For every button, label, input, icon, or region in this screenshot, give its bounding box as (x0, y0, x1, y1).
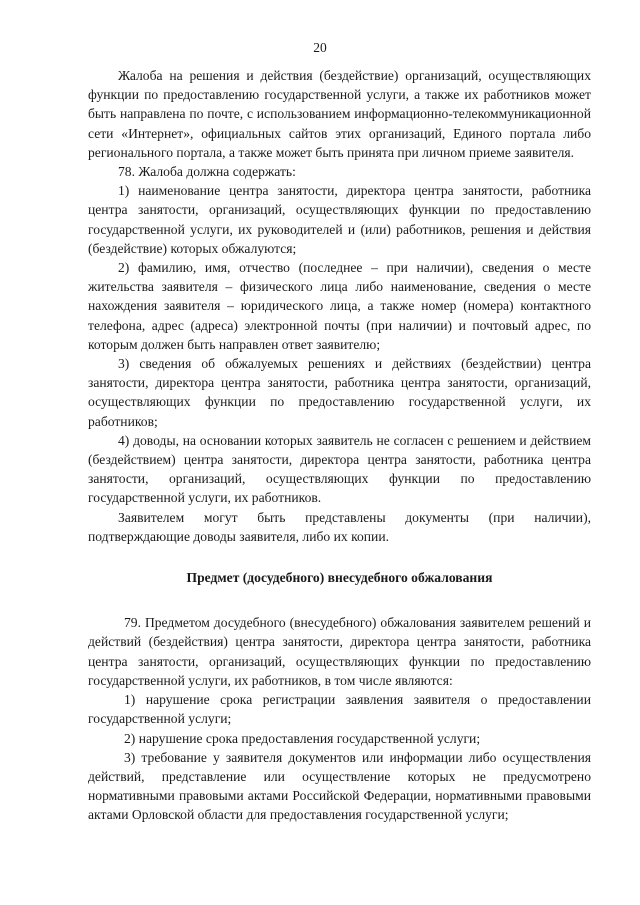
paragraph-79-item-2: 2) нарушение срока предоставления государственной услуги; (124, 730, 481, 746)
paragraph-78-item-4: 4) доводы, на основании которых заявитель не согласен с решением и действием (бездействием) центра занятости, директора центра занятости, работника центра занятости, организаций, осуществляющих функции по предоставлению государственной услуги, их работников. (88, 432, 591, 506)
page-number: 20 (313, 40, 327, 55)
paragraph-78-item-2: 2) фамилию, имя, отчество (последнее – при наличии), сведения о месте жительства заявителя – физического лица либо наименование, сведения о месте нахождения заявителя – юридического лица, а также номер (номера) контактного телефона, адрес (адреса) электронной почты (при наличии) и почтовый адрес, по которым должен быть направлен ответ заявителю; (88, 260, 591, 352)
paragraph-79-item-3: 3) требование у заявителя документов или информации либо осуществления действий, представление или осуществление которых не предусмотрено нормативными правовыми актами Российской Федерации, нормативными правовыми актами Орловской области для предоставления государственной услуги; (88, 749, 591, 823)
section-heading: Предмет (досудебного) внесудебного обжалования (186, 570, 493, 586)
paragraph-79-item-1: 1) нарушение срока регистрации заявления заявителя о предоставлении государственной услуги; (88, 692, 591, 727)
paragraph-78-item-1: 1) наименование центра занятости, директора центра занятости, работника центра занятости, организаций, осуществляющих функции по предоставлению государственной услуги, их руководителей и (или) работников, решения и действия (бездействие) которых обжалуются; (88, 183, 591, 256)
paragraph-complaint-channels: Жалоба на решения и действия (бездействие) организаций, осуществляющих функции по предоставлению государственной услуги, а также их работников может быть направлена по почте, с использованием информационно-телекоммуникационной сети «Интернет», официальных сайтов этих организаций, Единого портала либо регионального портала, а также может быть принята при личном приеме заявителя. (88, 68, 591, 160)
document-body (88, 66, 591, 825)
paragraph-78-intro: 78. Жалоба должна содержать: (118, 164, 296, 180)
paragraph-78-item-3: 3) сведения об обжалуемых решениях и действиях (бездействии) центра занятости, директора центра занятости, работника центра занятости, организаций, осуществляющих функции по предоставлению государственной услуги, их работников; (88, 356, 591, 429)
paragraph-supporting-documents: Заявителем могут быть представлены документы (при наличии), подтверждающие доводы заявителя, либо их копии. (88, 509, 591, 544)
paragraph-79-intro: 79. Предметом досудебного (внесудебного) обжалования заявителем решений и действий (бездействия) центра занятости, директора центра занятости, работника центра занятости, организаций, осуществляющих функции по предоставлению государственной услуги, их работников, в том числе являются: (88, 615, 591, 688)
